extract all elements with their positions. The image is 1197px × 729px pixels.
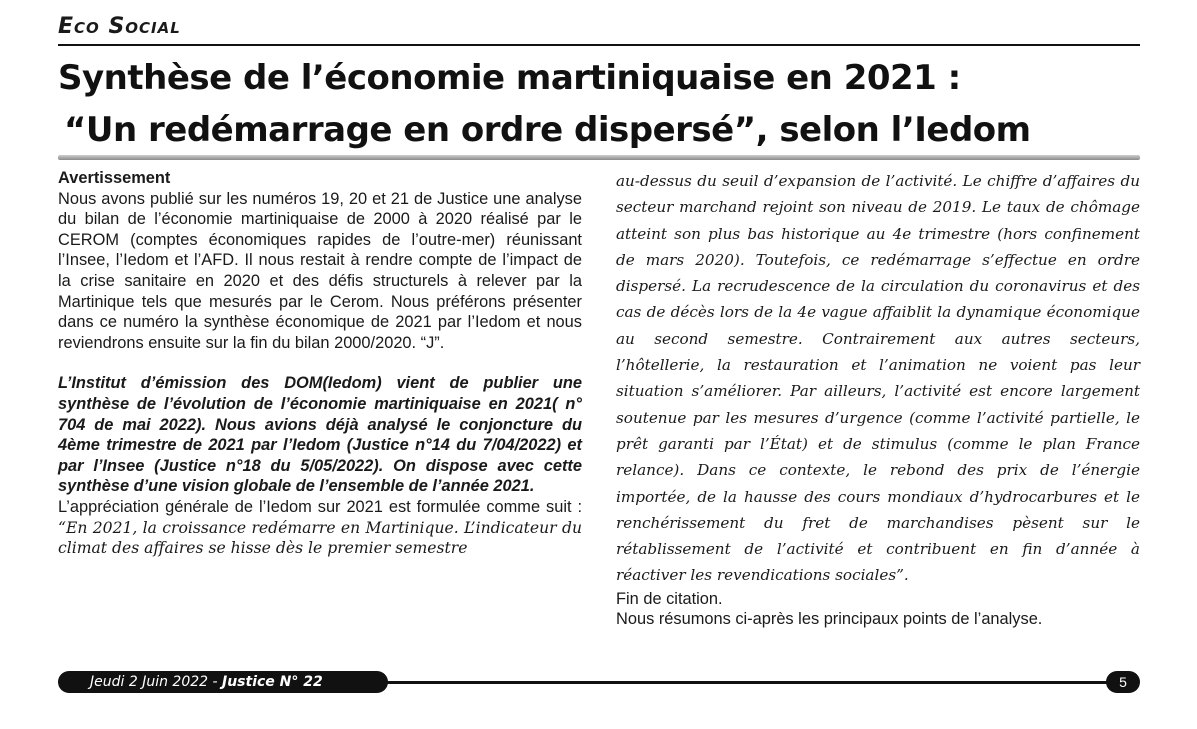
section-label: Eco Social xyxy=(58,14,181,39)
warning-paragraph: Nous avons publié sur les numéros 19, 20 et 21 de Justice une analyse du bilan de l’économie martiniquaise de 2000 à 2020 réalisé par le CEROM (comptes économiques rapides de l’outre-mer) réunissant l’Insee, l’Iedom et l’AFD. Il nous restait à rendre compte de l’impact de la crise sanitaire en 2020 et des défis structurels à relever par la Martinique tels que mesurés par le Cerom. Nous préférons présenter dans ce numéro la synthèse économique de 2021 par l’Iedom et nous reviendrons ensuite sur la fin du bilan 2000/2020. “J”. xyxy=(58,189,582,352)
intro-paragraph xyxy=(58,497,582,559)
quote-start: “En 2021, la croissance redémarre en Martinique. L’indicateur du climat des affaires se hisse dès le premier semestre xyxy=(58,518,582,558)
end-of-quote: Fin de citation. xyxy=(616,589,723,608)
header-rule xyxy=(58,44,1140,46)
quote-continuation: au-dessus du seuil d’expansion de l’activité. Le chiffre d’affaires du secteur marchand rejoint son niveau de 2019. Le taux de chômage atteint son plus bas historique au 4e trimestre (hors confinement de mars 2020). Toutefois, ce redémarrage s’effectue en ordre dispersé. La recrudescence de la circulation du coronavirus et des cas de décès lors de la 4e vague affaiblit la dynamique économique au second semestre. Contrairement aux autres secteurs, l’hôtellerie, la restauration et l’animation ne voient pas leur situation s’améliorer. Par ailleurs, l’activité est encore largement soutenue par les mesures d’urgence (comme l’activité partielle, le prêt garanti par l’État) et de stimulus (comme le plan France relance). Dans ce contexte, le rebond des prix de l’énergie importée, de la hausse des cours mondiaux d’hydrocarbures et le renchérissement du fret de marchandises pèsent sur le rétablissement de l’activité et contribuent en fin d’année à réactiver les revendications sociales”. xyxy=(616,172,1140,585)
issue-date: Jeudi 2 Juin 2022 - xyxy=(90,674,222,690)
page-title xyxy=(58,52,1148,156)
title-rule xyxy=(58,155,1140,160)
title-line-2: “Un redémarrage en ordre dispersé”, selon l’Iedom xyxy=(64,110,1031,150)
summary-line: Nous résumons ci-après les principaux points de l’analyse. xyxy=(616,610,1043,629)
warning-subhead: Avertissement xyxy=(58,169,171,187)
left-column xyxy=(58,168,582,559)
footer-issue-tag xyxy=(58,671,388,693)
footer-rule xyxy=(380,681,1125,684)
lead-paragraph: L’Institut d’émission des DOM(Iedom) vient de publier une synthèse de l’évolution de l’économie martiniquaise en 2021( n° 704 de mai 2022). Nous avions déjà analysé le conjoncture du 4ème trimestre de 2021 par l’Iedom (Justice n°14 du 7/04/2022) et par l’Insee (Justice n°18 du 5/05/2022). On dispose avec cette synthèse d’une vision globale de l’ensemble de l’année 2021. xyxy=(58,374,582,496)
title-line-1: Synthèse de l’économie martiniquaise en 2021 : xyxy=(58,58,961,98)
issue-number: Justice N° 22 xyxy=(222,674,323,690)
page-number: 5 xyxy=(1106,671,1140,693)
right-column xyxy=(616,168,1140,630)
intro-text: L’appréciation générale de l’Iedom sur 2021 est formulée comme suit : xyxy=(58,497,582,516)
